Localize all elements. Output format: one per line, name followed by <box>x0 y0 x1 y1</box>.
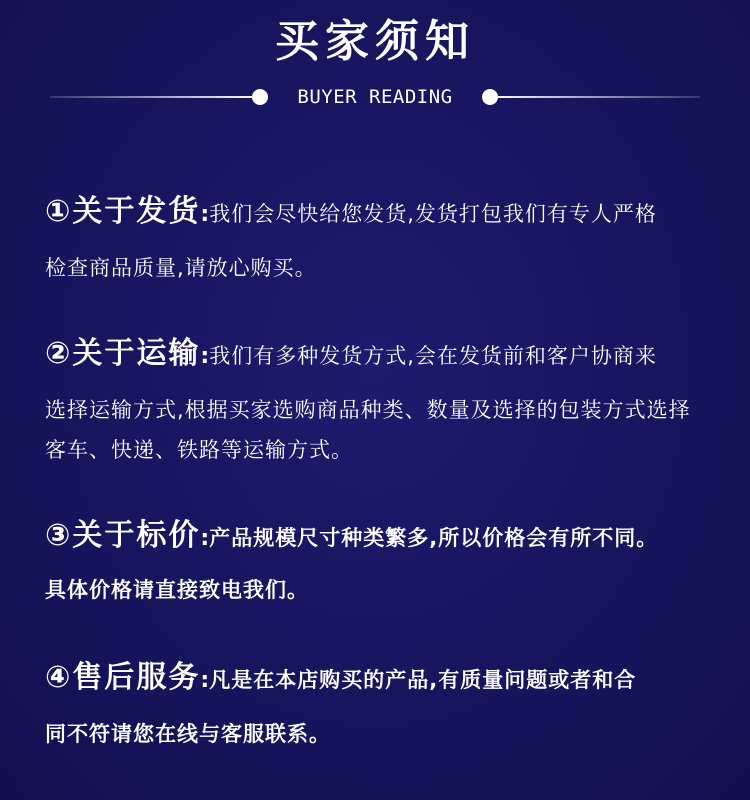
section-after-sales <box>45 658 735 752</box>
page-subtitle: BUYER READING <box>297 86 453 108</box>
section-text-line: 选择运输方式,根据买家选购商品种类、数量及选择的包装方式选择 <box>45 398 691 422</box>
section-text-line: 具体价格请直接致电我们。 <box>45 578 309 602</box>
section-shipping <box>45 192 735 286</box>
section-colon: : <box>200 344 210 369</box>
section-first-line <box>45 658 735 702</box>
divider-dot-left <box>252 89 268 105</box>
divider-line-right <box>492 96 700 98</box>
section-title: ②关于运输 <box>45 336 201 371</box>
section-text: 我们会尽快给您发货,发货打包我们有专人严格 <box>209 202 657 226</box>
section-text-line: 同不符请您在线与客服联系。 <box>45 722 331 746</box>
section-text: 凡是在本店购买的产品,有质量问题或者和合 <box>209 668 637 692</box>
section-text: 产品规模尺寸种类繁多,所以价格会有所不同。 <box>209 526 659 550</box>
section-title: ①关于发货 <box>45 194 201 229</box>
section-colon: : <box>200 526 210 551</box>
section-text: 我们有多种发货方式,会在发货前和客户协商来 <box>209 344 657 368</box>
section-first-line <box>45 192 735 236</box>
section-pricing <box>45 516 735 608</box>
section-title: ③关于标价 <box>45 518 201 553</box>
section-title: ④售后服务 <box>45 660 201 695</box>
section-first-line <box>45 334 735 378</box>
divider-line-left <box>50 96 258 98</box>
section-text-line: 客车、快递、铁路等运输方式。 <box>45 438 353 462</box>
subtitle-divider <box>0 82 750 112</box>
section-text-line: 检查商品质量,请放心购买。 <box>45 256 317 280</box>
section-first-line <box>45 516 735 560</box>
section-colon: : <box>200 668 210 693</box>
section-transport <box>45 334 735 472</box>
section-colon: : <box>200 202 210 227</box>
page-title: 买家须知 <box>275 16 475 67</box>
